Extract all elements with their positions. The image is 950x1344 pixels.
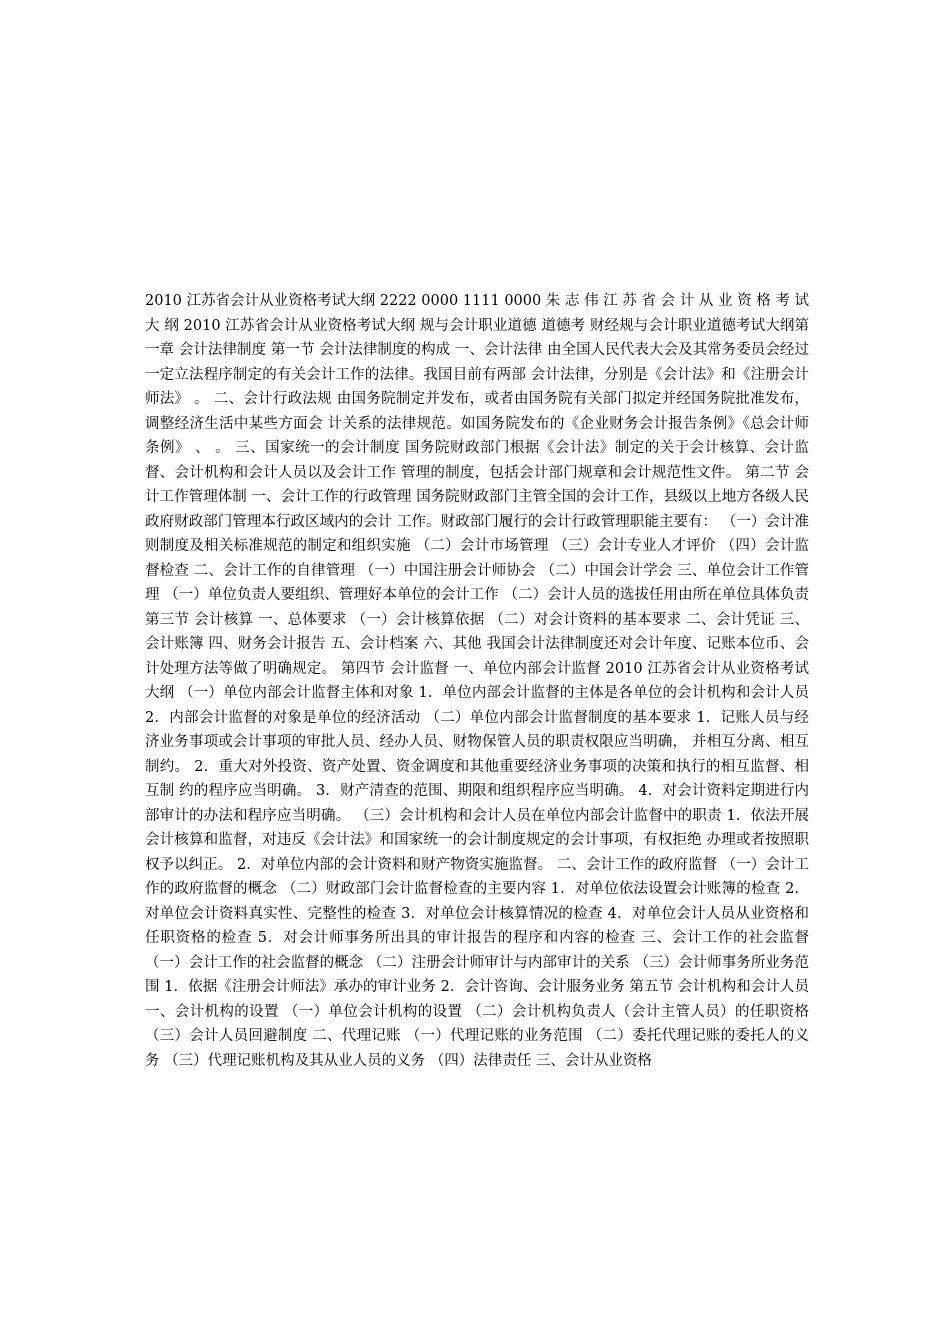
- document-body-text: 2010 江苏省会计从业资格考试大纲 2222 0000 1111 0000 朱 志 伟 江 苏 省 会 计 从 业 资 格 考 试 大 纲 2010 江苏省会计从业资格考试大纲 规与会计职业道德 道德考 财经规与会计职业道德考试大纲第一章 会计法律制度 第一节 会计法律制度的构成 一、会计法律 由全国人民代表大会及其常务委员会经过一定立法程序制定的有关会计工作的法律。我国目前有两部 会计法律，分别是《会计法》和《注册会计师法》 。 二、会计行政法规 由国务院制定并发布，或者由国务院有关部门拟定并经国务院批准发布，调整经济生活中某些方面会 计关系的法律规范。如国务院发布的《企业财务会计报告条例》《总会计师条例》 、 。 三、国家统一的会计制度 国务院财政部门根据《会计法》制定的关于会计核算、会计监督、会计机构和会计人员以及会计工作 管理的制度，包括会计部门规章和会计规范性文件。 第二节 会计工作管理体制 一、会计工作的行政管理 国务院财政部门主管全国的会计工作，县级以上地方各级人民政府财政部门管理本行政区域内的会计 工作。财政部门履行的会计行政管理职能主要有： （一）会计准则制度及相关标准规范的制定和组织实施 （二）会计市场管理 （三）会计专业人才评价 （四）会计监督检查 二、会计工作的自律管理 （一）中国注册会计师协会 （二）中国会计学会 三、单位会计工作管理 （一）单位负责人要组织、管理好本单位的会计工作 （二）会计人员的选拔任用由所在单位具体负责 第三节 会计核算 一、总体要求 （一）会计核算依据 （二）对会计资料的基本要求 二、会计凭证 三、会计账簿 四、财务会计报告 五、会计档案 六、其他 我国会计法律制度还对会计年度、记账本位币、会计处理方法等做了明确规定。 第四节 会计监督 一、单位内部会计监督 2010 江苏省会计从业资格考试大纲 （一）单位内部会计监督主体和对象 1．单位内部会计监督的主体是各单位的会计机构和会计人员 2．内部会计监督的对象是单位的经济活动 （二）单位内部会计监督制度的基本要求 1．记账人员与经济业务事项或会计事项的审批人员、经办人员、财物保管人员的职责权限应当明确， 并相互分离、相互制约。 2．重大对外投资、资产处置、资金调度和其他重要经济业务事项的决策和执行的相互监督、相互制 约的程序应当明确。 3．财产清查的范围、期限和组织程序应当明确。 4．对会计资料定期进行内部审计的办法和程序应当明确。 （三）会计机构和会计人员在单位内部会计监督中的职责 1．依法开展会计核算和监督，对违反《会计法》和国家统一的会计制度规定的会计事项，有权拒绝 办理或者按照职权予以纠正。 2．对单位内部的会计资料和财产物资实施监督。 二、会计工作的政府监督 （一）会计工作的政府监督的概念 （二）财政部门会计监督检查的主要内容 1．对单位依法设置会计账簿的检查 2．对单位会计资料真实性、完整性的检查 3．对单位会计核算情况的检查 4．对单位会计人员从业资格和任职资格的检查 5．对会计师事务所出具的审计报告的程序和内容的检查 三、会计工作的社会监督 （一）会计工作的社会监督的概念 （二）注册会计师审计与内部审计的关系 （三）会计师事务所业务范围 1．依据《注册会计师法》承办的审计业务 2．会计咨询、会计服务业务 第五节 会计机构和会计人员 一、会计机构的设置 （一）单位会计机构的设置 （二）会计机构负责人（会计主管人员）的任职资格 （三）会计人员回避制度 二、代理记账 （一）代理记账的业务范围 （二）委托代理记账的委托人的义务 （三）代理记账机构及其从业人员的义务 （四）法律责任 三、会计从业资格: [145, 293, 809, 1069]
